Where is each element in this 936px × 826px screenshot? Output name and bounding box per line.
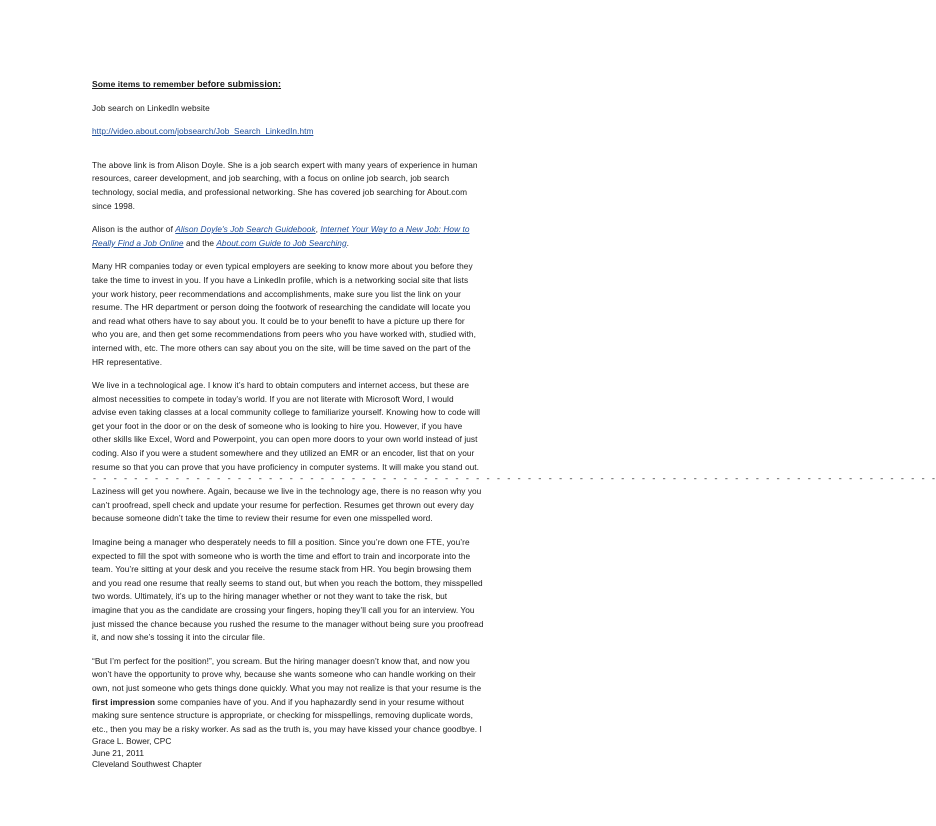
- paragraph-line: expected to fill the spot with someone who is worth the time and effort to train and incorporate into the: [92, 550, 471, 561]
- paragraph-line: two words. Ultimately, it’s up to the hiring manager whether or not they want to take the risk, but: [92, 591, 448, 602]
- paragraph-line: other skills like Excel, Word and Powerpoint, you can open more doors to your own world instead of just: [92, 434, 478, 445]
- books-prefix: Alison is the author of: [92, 224, 176, 235]
- paragraph-line: team. You’re sitting at your desk and you receive the resume stack from HR. You begin browsing them: [92, 564, 472, 575]
- paragraph-line: almost necessities to compete in today’s world. If you are not literate with Microsoft Word, I would: [92, 393, 454, 404]
- paragraph-line: take the time to invest in you. If you have a LinkedIn profile, which is a networking social site that lists: [92, 274, 469, 285]
- paragraph-line: resources, career development, and job searching, with a focus on online job search, job search: [92, 173, 450, 184]
- first-impression-paragraph: [92, 655, 552, 737]
- book-link-internet-your-way[interactable]: Internet Your Way to a New Job: How to: [320, 224, 470, 235]
- paragraph-line: coding. Also if you were a student somewhere and they utilized an EMR or an encoder, list that on your: [92, 448, 475, 459]
- paragraph-line: interned with, etc. The more others can say about you on the site, will be time saved on the part of the: [92, 342, 471, 353]
- paragraph-line: resume so that you can prove that you have proficiency in computer systems. It will make you stand out.: [92, 461, 479, 472]
- paragraph-line: just missed the chance because you rushed the resume to the manager without being sure you proofread: [92, 618, 484, 629]
- linkedin-video-link[interactable]: http://video.about.com/jobsearch/Job_Search_LinkedIn.htm: [92, 126, 314, 137]
- paragraph-line: it, and now she’s tossing it into the circular file.: [92, 632, 266, 643]
- paragraph-line: since 1998.: [92, 200, 135, 211]
- first-impression-emphasis: first impression: [92, 696, 156, 707]
- paragraph-line: and read what others have to say about you. It could be to your benefit to have a picture up there for: [92, 315, 465, 326]
- paragraph-line: resume. The HR department or person doing the footwork of researching the candidate will locate you: [92, 302, 471, 313]
- paragraph-line: making sure sentence structure is appropriate, or checking for misspellings, removing duplicate words,: [92, 710, 473, 721]
- section-heading: [92, 78, 552, 92]
- book-link-guidebook[interactable]: Alison Doyle's Job Search Guidebook: [175, 224, 316, 235]
- technology-paragraph: [92, 379, 552, 474]
- paragraph-line: HR representative.: [92, 356, 163, 367]
- paragraph-line: won’t have the opportunity to prove why, because she wants someone who can handle working on their: [92, 669, 476, 680]
- linkedin-label: Job search on LinkedIn website: [92, 102, 210, 113]
- paragraph-line: Imagine being a manager who desperately needs to fill a position. Since you’re down one FTE, you’re: [92, 537, 470, 548]
- paragraph-line: technology, social media, and professional networking. She has covered job searching for About.com: [92, 186, 468, 197]
- signature-organization: Cleveland Southwest Chapter: [92, 759, 202, 770]
- paragraph-line: your work history, peer recommendations and accomplishments, make sure you list the link on your: [92, 288, 461, 299]
- book-link-internet-your-way-cont[interactable]: Really Find a Job Online: [92, 237, 184, 248]
- about-author-paragraph: [92, 159, 552, 213]
- books-mid: and the: [183, 237, 217, 248]
- paragraph-line: etc., then you may be a risky worker. As sad as the truth is, you may have kissed your chance goodbye. I: [92, 723, 482, 734]
- books-separator: ,: [315, 224, 321, 235]
- paragraph-line: “But I’m perfect for the position!”, you scream. But the hiring manager doesn’t know that, and now you: [92, 655, 470, 666]
- hr-paragraph: [92, 260, 552, 369]
- paragraph-line: Laziness will get you nowhere. Again, because we live in the technology age, there is no reason why you: [92, 486, 482, 497]
- heading-part-2: before submission:: [197, 79, 282, 89]
- dashed-separator: - - - - - - - - - - - - - - - - - - - - - - - - - - - - - - - - - - - - - - - - - - - - - - - - - - - - - - - - - - - - - - - - - - - - - - - - - - - - - - - - - -: [92, 475, 936, 485]
- paragraph-line: who you are, and then get some recommendations from peers who you have worked with, studied with,: [92, 329, 476, 340]
- signature-name: Grace L. Bower, CPC: [92, 736, 172, 747]
- paragraph-line: advise even taking classes at a local community college to familiarize yourself. Knowing how to code will: [92, 407, 481, 418]
- document-page: [92, 78, 936, 771]
- paragraph-line: get your foot in the door or on the desk of someone who is looking to hire you. However, if you have: [92, 420, 463, 431]
- paragraph-line: We live in a technological age. I know it’s hard to obtain computers and internet access, but these are: [92, 380, 470, 391]
- book-link-about-guide[interactable]: About.com Guide to Job Searching: [216, 237, 347, 248]
- paragraph-line: and you read one resume that really seems to stand out, but when you reach the bottom, they misspelled: [92, 577, 483, 588]
- paragraph-line: own, not just someone who gets things done quickly. What you may not realize is that your resume is the: [92, 682, 482, 693]
- manager-paragraph: [92, 536, 552, 645]
- paragraph-line-rest: some companies have of you. And if you haphazardly send in your resume without: [155, 696, 464, 707]
- paragraph-line: because someone didn’t take the time to review their resume for even one misspelled word.: [92, 513, 433, 524]
- books-end: .: [346, 237, 349, 248]
- paragraph-line: imagine that you as the candidate are crossing your fingers, hoping they’ll call you for an interview. You: [92, 605, 475, 615]
- paragraph-line: Many HR companies today or even typical employers are seeking to know more about you before they: [92, 261, 473, 272]
- signature-date: June 21, 2011: [92, 747, 144, 758]
- laziness-paragraph: [92, 485, 552, 526]
- books-paragraph: [92, 223, 552, 250]
- signature-block: [92, 736, 552, 771]
- paragraph-line: can’t proofread, spell check and update your resume for perfection. Resumes get thrown out every day: [92, 499, 474, 510]
- heading-part-1: Some items to remember: [92, 79, 195, 89]
- paragraph-line: The above link is from Alison Doyle. She is a job search expert with many years of experience in human: [92, 159, 478, 170]
